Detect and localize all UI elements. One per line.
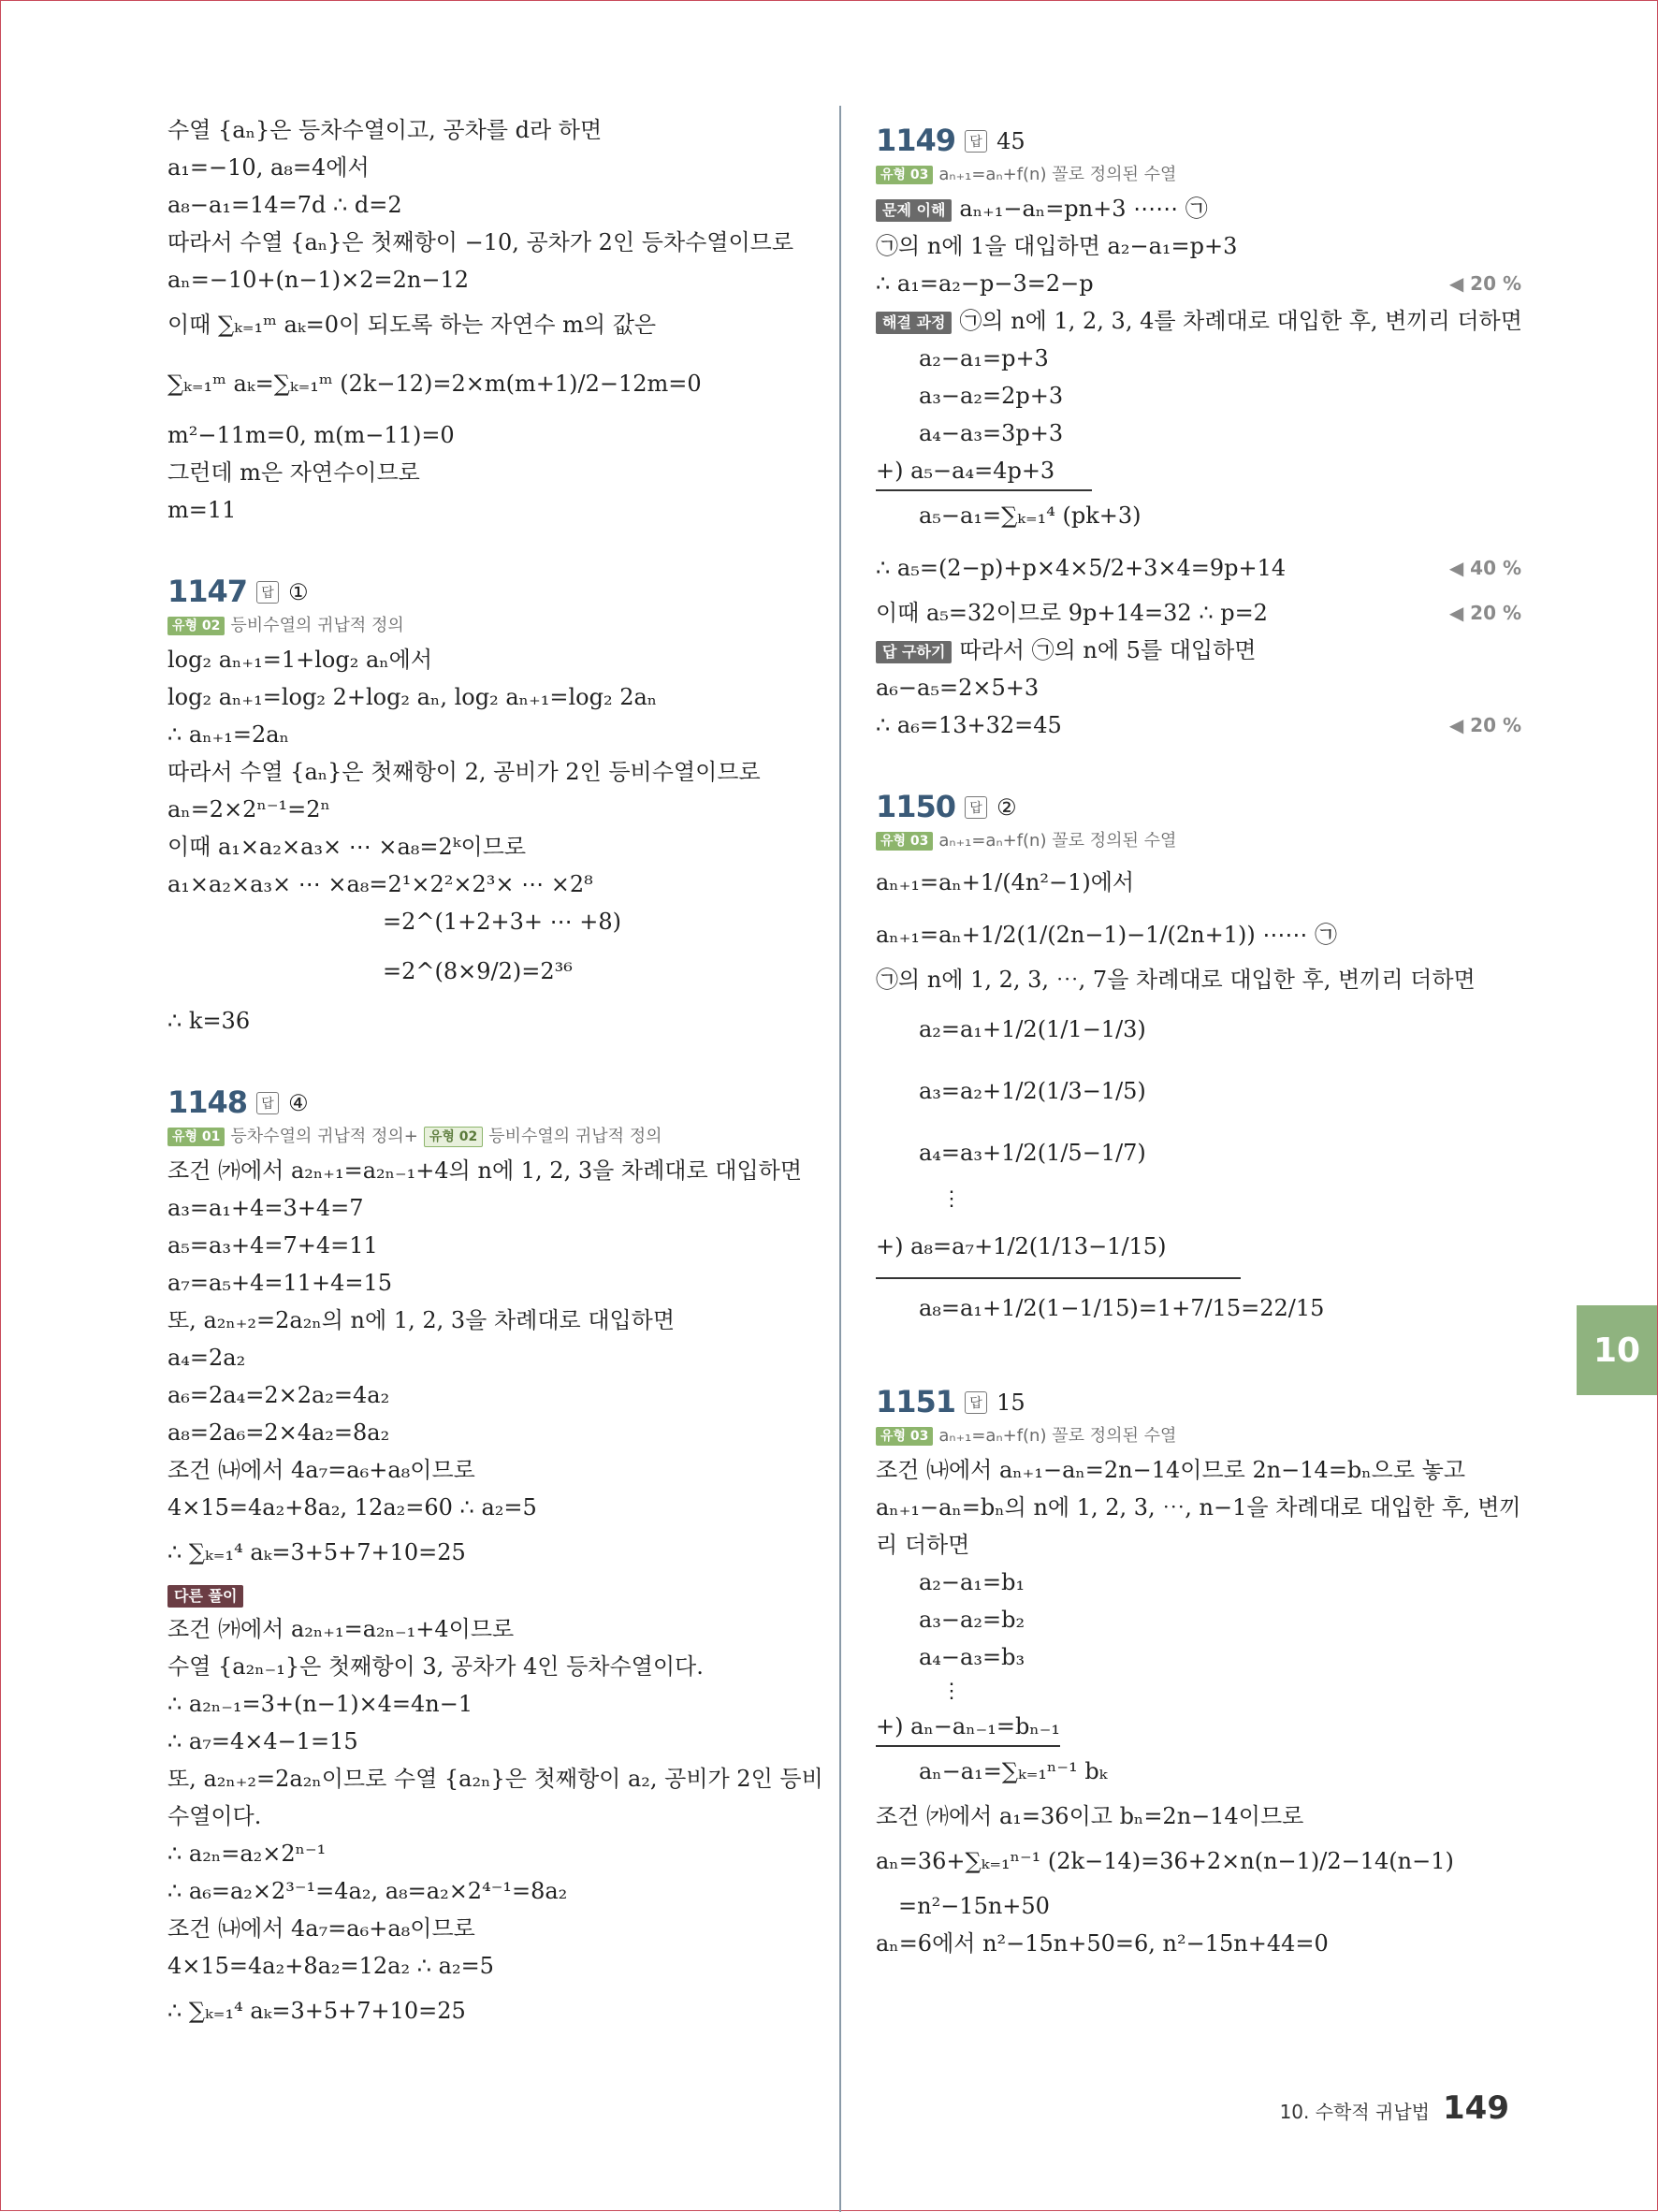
equation: aₙ₊₁−aₙ=pn+3 ⋯⋯ ㉠: [959, 196, 1208, 222]
sum-result: a₅−a₁=∑ₖ₌₁⁴ (pk+3): [919, 502, 1142, 529]
text-line: m²−11m=0, m(m−11)=0: [167, 422, 455, 448]
text-line: a₆−a₅=2×5+3: [876, 675, 1040, 701]
problem-header-1151: [876, 1367, 1521, 1419]
text-line: ∴ aₙ₊₁=2aₙ: [167, 721, 289, 748]
score-percent: ◀ 20 %: [1448, 272, 1521, 295]
left-column: [167, 111, 823, 2037]
problem-number: 1148: [167, 1084, 248, 1120]
problem-number: 1151: [876, 1384, 956, 1419]
step-label: 답 구하기: [876, 641, 952, 663]
type-title: 등비수열의 귀납적 정의: [230, 616, 404, 635]
problem-number: 1149: [876, 123, 956, 158]
text-line: ∴ a₂ₙ₋₁=3+(n−1)×4=4n−1: [167, 1691, 473, 1717]
text-line: a₃=a₁+4=3+4=7: [167, 1195, 364, 1221]
type-line: [167, 611, 813, 641]
equation-line: ∑ₖ₌₁ᵐ aₖ=∑ₖ₌₁ᵐ (2k−12)=2×m(m+1)/2−12m=0: [167, 371, 702, 397]
step-label: 해결 과정: [876, 312, 952, 334]
score-percent: ◀ 40 %: [1448, 557, 1521, 579]
text-line: a₁×a₂×a₃× ⋯ ×a₈=2¹×2²×2³× ⋯ ×2⁸: [167, 871, 593, 897]
type-line: [876, 1421, 1521, 1451]
equation-line: aₙ₊₁=aₙ+1/2(1/(2n−1)−1/(2n+1)) ⋯⋯ ㉠: [876, 922, 1337, 948]
text-line: 조건 ㈏에서 4a₇=a₆+a₈이므로: [167, 1457, 475, 1483]
step-process: [876, 302, 1521, 340]
type-title: 등비수열의 귀납적 정의: [488, 1127, 662, 1146]
score-percent: ◀ 20 %: [1448, 602, 1521, 624]
type-line: [167, 1122, 813, 1152]
type-badge: 유형 01: [167, 1128, 225, 1146]
problem-answer: 45: [996, 128, 1025, 154]
type-title: 등차수열의 귀납적 정의+: [230, 1127, 418, 1146]
text-line: =2^(1+2+3+ ⋯ +8): [383, 909, 621, 935]
text-line: log₂ aₙ₊₁=log₂ 2+log₂ aₙ, log₂ aₙ₊₁=log₂ 2aₙ: [167, 684, 658, 710]
page-footer: [1280, 2089, 1509, 2127]
problem-answer: 15: [996, 1390, 1025, 1416]
text-line-with-score: [876, 542, 1521, 594]
text-line: =2^(8×9/2)=2³⁶: [383, 958, 573, 984]
sum-underline: +) aₙ−aₙ₋₁=bₙ₋₁: [876, 1708, 1060, 1747]
text-line: 리 더하면: [876, 1532, 970, 1558]
text-line: 따라서 수열 {aₙ}은 첫째항이 2, 공비가 2인 등비수열이므로: [167, 759, 761, 785]
text-line: 또, a₂ₙ₊₂=2a₂ₙ의 n에 1, 2, 3을 차례대로 대입하면: [167, 1307, 676, 1333]
sum-line: a₂=a₁+1/2(1/1−1/3): [919, 1016, 1146, 1042]
equation: ∴ a₁=a₂−p−3=2−p: [876, 270, 1094, 297]
text-line-with-score: [876, 594, 1521, 632]
type-badge: 유형 02: [424, 1127, 483, 1147]
text-line: ㉠의 n에 1, 2, 3, ⋯, 7을 차례대로 대입한 후, 변끼리 더하면: [876, 967, 1476, 993]
equation-line: aₙ=6에서 n²−15n+50=6, n²−15n+44=0: [876, 1930, 1329, 1957]
sum-line-last: [876, 1215, 1521, 1277]
text-line: 4×15=4a₂+8a₂, 12a₂=60 ∴ a₂=5: [167, 1494, 537, 1521]
alt-label-row: [167, 1579, 813, 1610]
equation: 이때 a₅=32이므로 9p+14=32 ∴ p=2: [876, 600, 1268, 626]
problem-header-1147: [167, 557, 813, 609]
equation-line: aₙ₊₁=aₙ+1/(4n²−1)에서: [876, 869, 1135, 895]
answer-icon: 답: [965, 130, 987, 153]
text: 따라서 ㉠의 n에 5를 대입하면: [959, 637, 1257, 663]
type-badge: 유형 03: [876, 166, 933, 184]
sum-result: aₙ−a₁=∑ₖ₌₁ⁿ⁻¹ bₖ: [919, 1758, 1108, 1784]
problem-answer: ②: [996, 794, 1017, 821]
sum-line: a₃=a₂+1/2(1/3−1/5): [919, 1078, 1146, 1104]
sum-line: a₃−a₂=b₂: [919, 1607, 1025, 1633]
type-line: [876, 160, 1521, 190]
sum-result: a₈=a₁+1/2(1−1/15)=1+7/15=22/15: [919, 1295, 1325, 1321]
answer-icon: 답: [256, 581, 279, 604]
text-line: aₙ=−10+(n−1)×2=2n−12: [167, 267, 469, 293]
type-title: aₙ₊₁=aₙ+f(n) 꼴로 정의된 수열: [938, 165, 1177, 184]
vertical-ellipsis: ⋮: [941, 1680, 962, 1703]
text-line: log₂ aₙ₊₁=1+log₂ aₙ에서: [167, 647, 433, 673]
text-line: a₄=2a₂: [167, 1345, 246, 1371]
answer-icon: 답: [965, 796, 987, 819]
text-line: ∴ a₂ₙ=a₂×2ⁿ⁻¹: [167, 1841, 327, 1867]
type-badge: 유형 03: [876, 1427, 933, 1446]
text-line: a₇=a₅+4=11+4=15: [167, 1270, 393, 1296]
text-line: m=11: [167, 497, 237, 523]
problem-number: 1150: [876, 789, 956, 824]
text-line: ∴ a₆=a₂×2³⁻¹=4a₂, a₈=a₂×2⁴⁻¹=8a₂: [167, 1878, 568, 1904]
text-line: ∴ a₇=4×4−1=15: [167, 1728, 358, 1754]
sum-underline: +) a₈=a₇+1/2(1/13−1/15): [876, 1215, 1241, 1279]
text-line: aₙ₊₁−aₙ=bₙ의 n에 1, 2, 3, ⋯, n−1을 차례대로 대입한 후, 변끼: [876, 1494, 1521, 1521]
text-line: 4×15=4a₂+8a₂=12a₂ ∴ a₂=5: [167, 1953, 494, 1979]
type-title: aₙ₊₁=aₙ+f(n) 꼴로 정의된 수열: [938, 1426, 1177, 1446]
answer-icon: 답: [965, 1391, 987, 1414]
text-line: 이때 ∑ₖ₌₁ᵐ aₖ=0이 되도록 하는 자연수 m의 값은: [167, 312, 657, 338]
problem-answer: ④: [288, 1090, 309, 1116]
column-divider: [839, 106, 841, 2212]
sum-line: a₄=a₃+1/2(1/5−1/7): [919, 1140, 1146, 1166]
chapter-title: 10. 수학적 귀납법: [1279, 2101, 1431, 2123]
text-line: aₙ=2×2ⁿ⁻¹=2ⁿ: [167, 796, 330, 822]
text-line: 수열 {a₂ₙ₋₁}은 첫째항이 3, 공차가 4인 등차수열이다.: [167, 1653, 704, 1680]
text-line-with-score: [876, 265, 1521, 302]
problem-number: 1147: [167, 574, 248, 609]
type-title: aₙ₊₁=aₙ+f(n) 꼴로 정의된 수열: [938, 831, 1177, 851]
text-line: 따라서 수열 {aₙ}은 첫째항이 −10, 공차가 2인 등차수열이므로: [167, 229, 794, 255]
sum-line: a₄−a₃=3p+3: [919, 420, 1064, 446]
text-line: a₁=−10, a₈=4에서: [167, 154, 370, 181]
problem-header-1150: [876, 772, 1521, 824]
text-line-with-score: [876, 706, 1521, 744]
sum-line-last: [876, 1708, 1521, 1745]
text-line: ∴ k=36: [167, 1008, 251, 1034]
chapter-tab: 10: [1577, 1305, 1657, 1395]
text-line: 수열이다.: [167, 1803, 262, 1829]
text-line: ∴ ∑ₖ₌₁⁴ aₖ=3+5+7+10=25: [167, 1539, 466, 1565]
sum-line: a₄−a₃=b₃: [919, 1644, 1025, 1670]
text-line: a₈=2a₆=2×4a₂=8a₂: [167, 1419, 390, 1446]
text-line: ∴ ∑ₖ₌₁⁴ aₖ=3+5+7+10=25: [167, 1998, 466, 2024]
text-line: 조건 ㈎에서 a₁=36이고 bₙ=2n−14이므로: [876, 1803, 1304, 1829]
right-column: [876, 111, 1521, 1962]
sum-line: a₂−a₁=p+3: [919, 345, 1049, 371]
equation-line: =n²−15n+50: [898, 1893, 1050, 1919]
text-line: a₈−a₁=14=7d ∴ d=2: [167, 192, 402, 218]
type-badge: 유형 03: [876, 832, 933, 851]
text: ㉠의 n에 1, 2, 3, 4를 차례대로 대입한 후, 변끼리 더하면: [959, 308, 1522, 334]
text-line: a₆=2a₄=2×2a₂=4a₂: [167, 1382, 390, 1408]
answer-icon: 답: [256, 1092, 279, 1114]
text-line: 조건 ㈏에서 4a₇=a₆+a₈이므로: [167, 1915, 475, 1942]
text-line: 조건 ㈏에서 aₙ₊₁−aₙ=2n−14이므로 2n−14=bₙ으로 놓고: [876, 1457, 1466, 1483]
text-line: 수열 {aₙ}은 등차수열이고, 공차를 d라 하면: [167, 117, 603, 143]
page-number: 149: [1443, 2089, 1509, 2127]
text-line: 이때 a₁×a₂×a₃× ⋯ ×a₈=2ᵏ이므로: [167, 834, 527, 860]
equation: ∴ a₆=13+32=45: [876, 712, 1062, 738]
problem-answer: ①: [288, 579, 309, 605]
text-line: 조건 ㈎에서 a₂ₙ₊₁=a₂ₙ₋₁+4이므로: [167, 1616, 515, 1642]
sum-line-last: [876, 452, 1521, 489]
text-line: a₅=a₃+4=7+4=11: [167, 1232, 378, 1259]
problem-header-1148: [167, 1068, 813, 1120]
equation: ∴ a₅=(2−p)+p×4×5/2+3×4=9p+14: [876, 555, 1287, 581]
step-understand: [876, 190, 1521, 227]
alt-solution-label: 다른 풀이: [167, 1585, 243, 1608]
text-line: 그런데 m은 자연수이므로: [167, 459, 420, 486]
vertical-ellipsis: ⋮: [941, 1187, 962, 1211]
type-line: [876, 826, 1521, 856]
sum-line: a₃−a₂=2p+3: [919, 383, 1064, 409]
text-line: ㉠의 n에 1을 대입하면 a₂−a₁=p+3: [876, 233, 1238, 259]
text-line: 조건 ㈎에서 a₂ₙ₊₁=a₂ₙ₋₁+4의 n에 1, 2, 3을 차례대로 대입하면: [167, 1157, 803, 1184]
text-line: 또, a₂ₙ₊₂=2a₂ₙ이므로 수열 {a₂ₙ}은 첫째항이 a₂, 공비가 2인 등비: [167, 1766, 823, 1792]
sum-line: a₂−a₁=b₁: [919, 1569, 1025, 1595]
step-answer: [876, 632, 1521, 669]
type-badge: 유형 02: [167, 617, 225, 635]
step-label: 문제 이해: [876, 199, 952, 222]
score-percent: ◀ 20 %: [1448, 714, 1521, 736]
sum-underline: +) a₅−a₄=4p+3: [876, 452, 1092, 491]
equation-line: aₙ=36+∑ₖ₌₁ⁿ⁻¹ (2k−14)=36+2×n(n−1)/2−14(n−1): [876, 1848, 1454, 1874]
problem-header-1149: [876, 106, 1521, 158]
